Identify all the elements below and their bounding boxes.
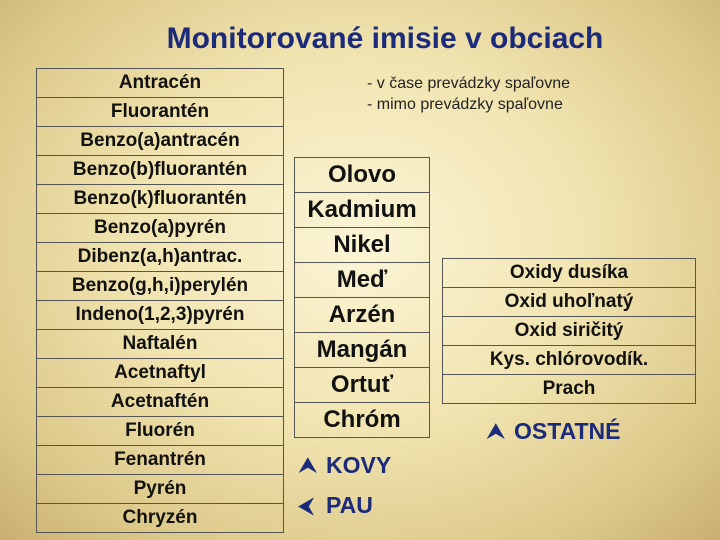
kovy-row	[295, 263, 430, 298]
ostatne-row	[443, 317, 696, 346]
kovy-cell: Chróm	[295, 403, 430, 438]
pau-cell: Dibenz(a,h)antrac.	[37, 243, 284, 272]
kovy-cell: Nikel	[295, 228, 430, 263]
pau-row	[37, 301, 284, 330]
pau-cell: Benzo(b)fluorantén	[37, 156, 284, 185]
ostatne-label	[486, 418, 620, 445]
pau-cell: Chryzén	[37, 504, 284, 533]
pau-label-text: PAU	[326, 492, 373, 518]
kovy-cell: Kadmium	[295, 193, 430, 228]
ostatne-cell: Oxid siričitý	[443, 317, 696, 346]
legend-item-outside: - mimo prevádzky spaľovne	[367, 96, 563, 113]
pau-row	[37, 272, 284, 301]
pau-row	[37, 214, 284, 243]
left-arrowhead-icon: ⮜	[298, 492, 315, 518]
pau-row	[37, 127, 284, 156]
ostatne-cell: Kys. chlórovodík.	[443, 346, 696, 375]
pau-cell: Benzo(g,h,i)perylén	[37, 272, 284, 301]
kovy-label	[298, 452, 391, 479]
kovy-cell: Mangán	[295, 333, 430, 368]
pau-cell: Benzo(a)antracén	[37, 127, 284, 156]
kovy-label-text: KOVY	[326, 452, 392, 478]
ostatne-row	[443, 288, 696, 317]
ostatne-row	[443, 346, 696, 375]
pau-row	[37, 359, 284, 388]
kovy-row	[295, 158, 430, 193]
kovy-row	[295, 368, 430, 403]
pau-label	[298, 492, 373, 519]
pau-cell: Fenantrén	[37, 446, 284, 475]
ostatne-label-text: OSTATNÉ	[514, 418, 621, 444]
pau-cell: Acetnaftyl	[37, 359, 284, 388]
kovy-row	[295, 228, 430, 263]
pau-row	[37, 156, 284, 185]
kovy-row	[295, 333, 430, 368]
pau-cell: Acetnaftén	[37, 388, 284, 417]
up-arrowhead-icon: ⮝	[486, 418, 506, 444]
legend	[367, 73, 570, 115]
pau-cell: Benzo(a)pyrén	[37, 214, 284, 243]
kovy-row	[295, 298, 430, 333]
ostatne-table	[442, 258, 696, 404]
pau-cell: Antracén	[37, 69, 284, 98]
pau-row	[37, 417, 284, 446]
pau-cell: Naftalén	[37, 330, 284, 359]
kovy-cell: Olovo	[295, 158, 430, 193]
pau-row	[37, 185, 284, 214]
kovy-table	[294, 157, 430, 438]
legend-item-during: - v čase prevádzky spaľovne	[367, 75, 570, 92]
pau-cell: Pyrén	[37, 475, 284, 504]
pau-cell: Indeno(1,2,3)pyrén	[37, 301, 284, 330]
page-title: Monitorované imisie v obciach	[166, 22, 604, 55]
up-arrowhead-icon: ⮝	[298, 452, 318, 478]
kovy-cell: Ortuť	[295, 368, 430, 403]
pau-row	[37, 475, 284, 504]
pau-row	[37, 330, 284, 359]
pau-row	[37, 504, 284, 533]
kovy-cell: Meď	[295, 263, 430, 298]
ostatne-row	[443, 375, 696, 404]
kovy-row	[295, 403, 430, 438]
kovy-row	[295, 193, 430, 228]
ostatne-row	[443, 259, 696, 288]
pau-row	[37, 98, 284, 127]
ostatne-cell: Oxidy dusíka	[443, 259, 696, 288]
ostatne-cell: Oxid uhoľnatý	[443, 288, 696, 317]
pau-row	[37, 243, 284, 272]
pau-cell: Benzo(k)fluorantén	[37, 185, 284, 214]
pau-row	[37, 446, 284, 475]
kovy-cell: Arzén	[295, 298, 430, 333]
pau-cell: Fluorantén	[37, 98, 284, 127]
pau-row	[37, 69, 284, 98]
ostatne-cell: Prach	[443, 375, 696, 404]
pau-row	[37, 388, 284, 417]
pau-table	[36, 68, 284, 533]
pau-cell: Fluorén	[37, 417, 284, 446]
